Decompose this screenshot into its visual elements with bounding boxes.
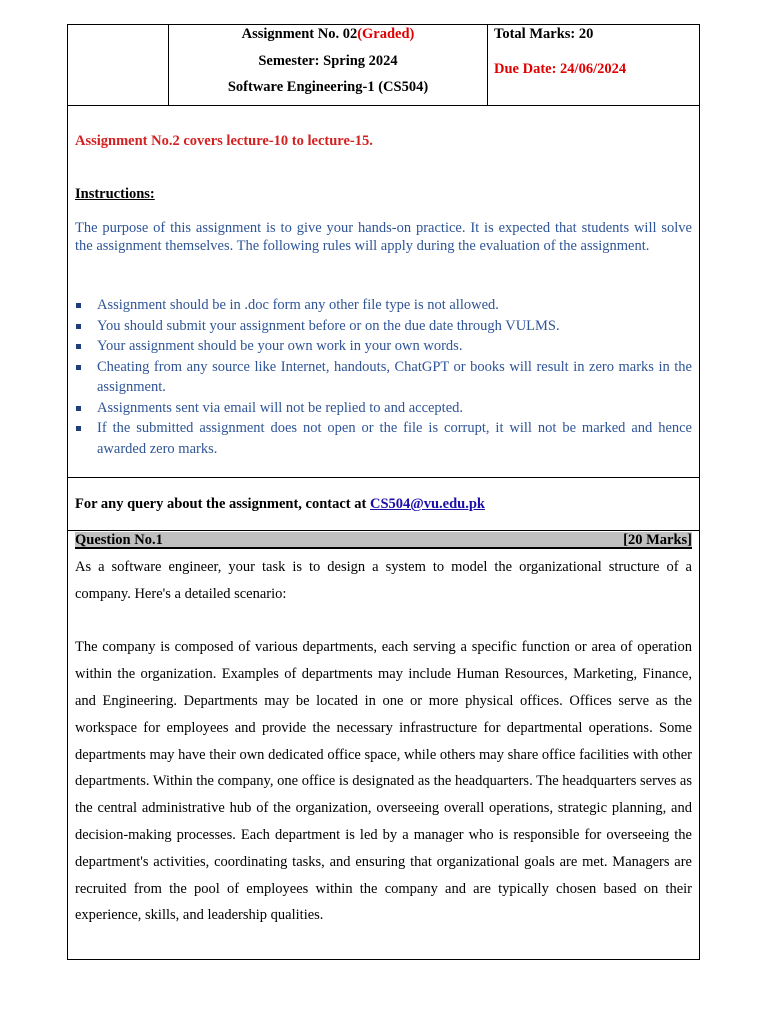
document-frame [67,24,700,960]
rules-list [75,295,692,459]
bullet-icon [76,303,81,308]
bullet-icon [76,324,81,329]
contact-email-link[interactable]: CS504@vu.edu.pk [369,496,485,512]
list-item: Assignment should be in .doc form any other file type is not allowed. [75,295,692,316]
question-scenario: The company is composed of various departments, each serving a specific function or area of operation within the organization. Examples of departments may include Human Resources, Marketing, Finance, and Engineering. Departments may be located in one or more physical offices. Offices serve as the workspace for employees and provide the necessary infrastructure for departmental operations. Some departments may have their own dedicated office space, while others may share office facilities with other departments. Within the company, one office is designated as the headquarters. The headquarters serves as the central administrative hub of the organization, overseeing overall operations, strategic planning, and decision-making processes. Each department is led by a manager who is responsible for overseeing the department's activities, coordinating tasks, and ensuring that organizational goals are met. Managers are recruited from the pool of employees within the company and are typically chosen based on their experience, skills, and leadership qualities. [75,639,692,924]
marks-due-cell [488,25,699,105]
list-item: If the submitted assignment does not open or the file is corrupt, it will not be marked and hence awarded zero marks. [75,418,692,459]
coverage-note: Assignment No.2 covers lecture-10 to lecture-15. [75,133,373,149]
question-header-bar [75,532,692,549]
question-marks: [20 Marks] [623,532,692,548]
logo-cell [68,25,169,105]
semester-label: Semester: Spring 2024 [258,53,398,69]
bullet-icon [76,344,81,349]
instructions-heading: Instructions: [75,186,155,202]
list-item: Assignments sent via email will not be replied to and accepted. [75,398,692,419]
course-label: Software Engineering-1 (CS504) [227,79,429,95]
question-body [75,554,692,929]
query-line: For any query about the assignment, contact at CS504@vu.edu.pk [75,496,485,512]
list-item: Cheating from any source like Internet, handouts, ChatGPT or books will result in zero marks in the assignment. [75,357,692,398]
due-date: Due Date: 24/06/2024 [494,61,627,77]
bullet-icon [76,365,81,370]
list-item: Your assignment should be your own work in your own words. [75,336,692,357]
bullet-icon [76,406,81,411]
question-intro: As a software engineer, your task is to design a system to model the organizational structure of a company. Here's a detailed scenario: [75,559,692,602]
instructions-purpose: The purpose of this assignment is to give your hands-on practice. It is expected that students will solve the assignment themselves. The following rules will apply during the evaluation of the assignment. [75,220,692,254]
bullet-icon [76,426,81,431]
total-marks: Total Marks: 20 [494,26,594,42]
section-divider [68,530,699,531]
assignment-info-cell [169,25,488,105]
graded-label: (Graded) [357,26,415,42]
header-table [68,25,699,106]
question-title: Question No.1 [75,532,163,548]
assignment-title: Assignment No. 02(Graded) [241,26,415,42]
list-item: You should submit your assignment before or on the due date through VULMS. [75,316,692,337]
section-divider [68,477,699,478]
